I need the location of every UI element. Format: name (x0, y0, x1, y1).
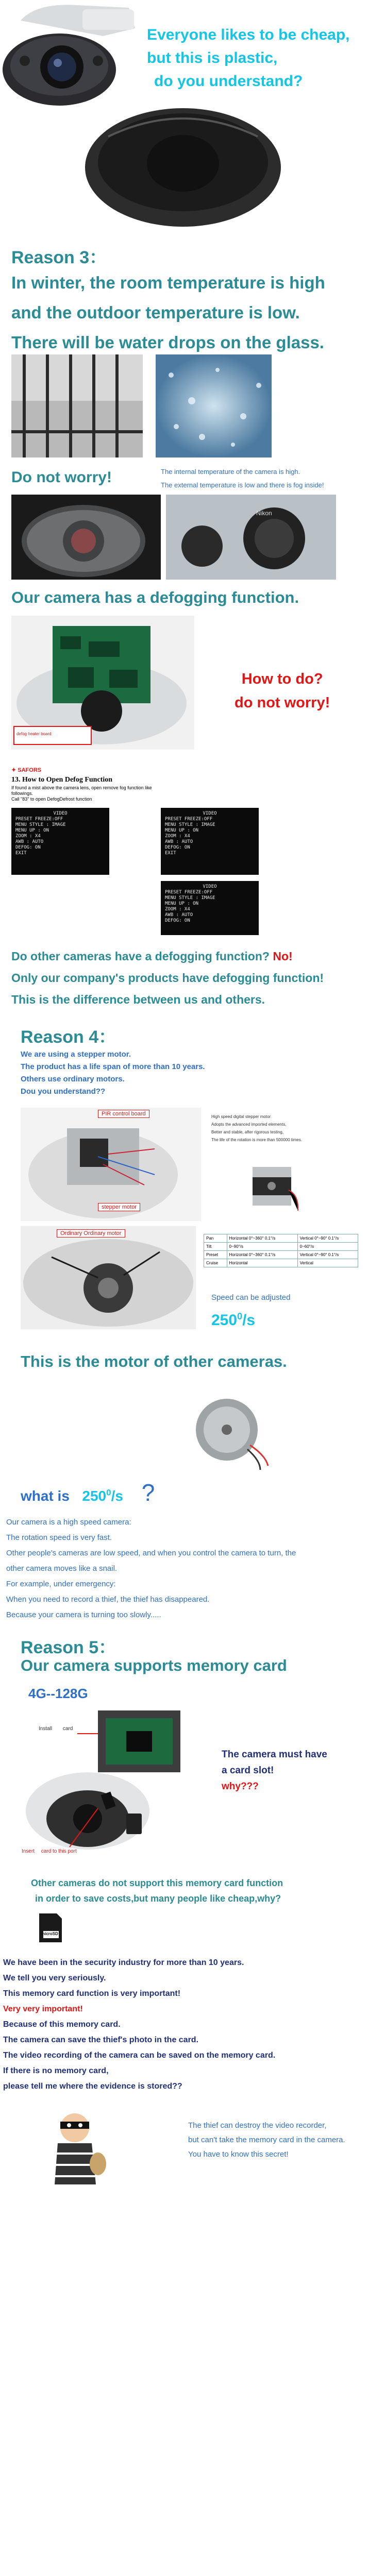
osd1-row-6: AWB : AUTO (15, 839, 44, 844)
no-worry-text: Do not worry! (11, 469, 112, 486)
list-item-6: The camera can save the thief's photo in the card. (3, 2036, 199, 2044)
install-card-label (39, 1726, 73, 1732)
install-text: Install (39, 1726, 53, 1732)
speed-table (204, 1234, 358, 1267)
osd3-row-3: MENU STYLE : IMAGE (165, 895, 215, 901)
manual-brand-name: SAFORS (18, 767, 42, 773)
reason3-line-1: In winter, the room temperature is high (11, 273, 325, 292)
table-cell: Tilt (204, 1243, 227, 1251)
body-line-3: Other people's cameras are low speed, and when you control the camera to turn, the (6, 1549, 296, 1557)
window-bars-photo (11, 354, 143, 457)
osd1-row-1: VIDEO (53, 811, 68, 816)
reason3-line-3: There will be water drops on the glass. (11, 333, 324, 352)
svg-text:Nikon: Nikon (256, 510, 272, 517)
osd-screen-2 (161, 808, 259, 875)
body-line-6: When you need to record a thief, the thief has disappeared. (6, 1595, 210, 1604)
osd1-row-8: EXIT (15, 851, 27, 856)
sd-card-label: microSD (41, 1931, 58, 1936)
stepper-label: stepper motor (98, 1203, 140, 1211)
osd3-row-1: VIDEO (203, 884, 217, 889)
what-is-text: what is (21, 1488, 70, 1504)
list-item-9: please tell me where the evidence is stored?? (3, 2082, 182, 2091)
other-no-card-1: Other cameras do not support this memory card function (31, 1878, 283, 1888)
must-line-1: The camera must have (222, 1749, 327, 1760)
manual-sub-1: If found a mist above the camera lens, open remove fog function like (11, 785, 152, 790)
osd1-row-7: DEFOG: ON (15, 845, 41, 850)
reason4-line-1: We are using a stepper motor. (21, 1050, 131, 1059)
intro-line-3: do you understand? (154, 73, 303, 90)
table-cell: Horizontal (227, 1259, 297, 1267)
reason5-heading: Our camera supports memory card (21, 1656, 287, 1674)
stepper-internal-photo (21, 1108, 201, 1221)
reason4-body (6, 1515, 362, 1623)
foggy-camera-photo-2 (166, 495, 336, 580)
table-cell: Horizontal 0°~360° 0.1°/s (227, 1234, 297, 1243)
reason5-list (3, 1955, 364, 2094)
install-card-text: card (62, 1726, 73, 1732)
body-line-1: Our camera is a high speed camera: (6, 1518, 131, 1527)
osd2-row-3: MENU STYLE : IMAGE (165, 822, 215, 827)
defog-heading: Our camera has a defogging function. (11, 588, 299, 606)
speed-degree: 0 (237, 1311, 243, 1321)
table-cell: Cruise (204, 1259, 227, 1267)
how-line-2: do not worry! (235, 694, 330, 711)
speed-number: 250 (211, 1312, 238, 1329)
other-defog-question (11, 950, 293, 963)
thief-line-2: but can't take the memory card in the camera. (188, 2136, 345, 2144)
manual-brand (11, 767, 41, 773)
circuit-board-photo (11, 616, 194, 750)
osd2-row-5: ZOOM : X4 (165, 834, 190, 839)
stepper-spec-lines (211, 1113, 302, 1144)
capacity-text: 4G--128G (28, 1686, 88, 1701)
osd3-row-2: PRESET FREEZE:OFF (165, 890, 213, 895)
spec-line-2: Adopts the advanced imported elements, (211, 1122, 287, 1127)
table-row (204, 1251, 358, 1259)
thief-note (188, 2119, 345, 2162)
ordinary-motor-photo (183, 1388, 273, 1471)
table-row (204, 1259, 358, 1267)
only-ours-text: Only our company's products have defogging function! (11, 971, 324, 985)
what-is-speed (82, 1488, 127, 1504)
pcb-label: PIR control board (98, 1110, 149, 1118)
table-row (204, 1234, 358, 1243)
dome-cover-photo (77, 106, 289, 234)
must-line-2: a card slot! (222, 1765, 274, 1776)
body-line-7: Because your camera is turning too slowly..... (6, 1611, 161, 1619)
osd2-row-2: PRESET FREEZE:OFF (165, 817, 213, 822)
osd1-row-3: MENU STYLE : IMAGE (15, 822, 66, 827)
how-to-do (235, 667, 330, 715)
sd-card-icon (36, 1911, 64, 1945)
table-cell: Vertical 0°~90° 0.1°/s (297, 1251, 358, 1259)
ptz-camera-photo (0, 0, 139, 106)
what-is-line (21, 1479, 155, 1506)
osd2-row-6: AWB : AUTO (165, 839, 193, 844)
brand-logo-icon: ✦ (11, 767, 16, 773)
card-slot-photo (21, 1710, 191, 1860)
reason3-title: Reason 3： (11, 248, 107, 267)
list-item-2: We tell you very seriously. (3, 1974, 106, 1982)
must-why: why??? (222, 1781, 259, 1792)
reason3-line-2: and the outdoor temperature is low. (11, 303, 300, 322)
foggy-glass-photo (156, 354, 272, 457)
osd2-row-8: EXIT (165, 851, 176, 856)
osd3-row-7: DEFOG: ON (165, 918, 190, 923)
manual-title: 13. How to Open Defog Function (11, 776, 112, 784)
insert-text: Insert (22, 1849, 35, 1854)
osd2-row-7: DEFOG: ON (165, 845, 190, 850)
other-motor-heading: This is the motor of other cameras. (21, 1352, 287, 1370)
foggy-camera-photo-1 (11, 495, 161, 580)
table-row (204, 1243, 358, 1251)
osd-screen-3 (161, 881, 259, 935)
spec-line-1: High speed digital stepper motor (211, 1114, 271, 1119)
intro-line-2: but this is plastic, (147, 49, 278, 66)
manual-page (11, 767, 367, 937)
reason4-title: Reason 4： (21, 1027, 116, 1047)
how-line-1: How to do? (241, 671, 323, 687)
osd3-row-6: AWB : AUTO (165, 912, 193, 918)
osd1-row-2: PRESET FREEZE:OFF (15, 817, 63, 822)
what-is-unit: /s (111, 1488, 123, 1504)
spec-line-4: The life of the rotation is more than 500000 times. (211, 1138, 303, 1142)
thief-line-3: You have to know this secret! (188, 2150, 289, 2159)
other-defog-no: No! (273, 950, 293, 963)
osd1-row-4: MENU UP : ON (15, 828, 49, 833)
reason4-lines (21, 1048, 205, 1098)
note-internal: The internal temperature of the camera is high. (161, 468, 300, 476)
speed-unit: /s (242, 1312, 256, 1329)
list-item-3: This memory card function is very important! (3, 1989, 181, 1998)
insert-card-label (22, 1849, 77, 1854)
reason3-lines (11, 268, 367, 358)
intro-text (147, 23, 363, 93)
what-is-qmark: ? (141, 1479, 155, 1506)
body-line-2: The rotation speed is very fast. (6, 1533, 112, 1542)
table-cell: Vertical 0°~90° 0.1°/s (297, 1234, 358, 1243)
reason5-title: Reason 5： (21, 1638, 116, 1657)
list-item-8: If there is no memory card, (3, 2066, 109, 2075)
osd2-row-4: MENU UP : ON (165, 828, 199, 833)
speed-value (211, 1311, 255, 1329)
table-cell: Preset (204, 1251, 227, 1259)
reason4-line-2: The product has a life span of more than 10 years. (21, 1062, 205, 1071)
intro-line-1: Everyone likes to be cheap, (147, 26, 350, 43)
note-external: The external temperature is low and there is fog inside! (161, 481, 324, 489)
body-line-4: other camera moves like a snail. (6, 1564, 118, 1573)
svg-text:defog heater board: defog heater board (16, 732, 52, 736)
ordinary-label: Ordinary Ordinary motor (57, 1229, 125, 1238)
what-is-number: 250 (82, 1488, 107, 1504)
list-item-1: We have been in the security industry for more than 10 years. (3, 1958, 244, 1967)
osd-screen-1 (11, 808, 109, 875)
speed-adjust-text: Speed can be adjusted (211, 1293, 291, 1302)
reason4-line-4: Dou you understand?? (21, 1087, 106, 1096)
insert-card-to-text: card to this port (41, 1849, 77, 1854)
manual-sub-3: Call "83" to open DefogDefrost function (11, 796, 92, 802)
list-item-7: The video recording of the camera can be saved on the memory card. (3, 2051, 276, 2060)
thief-illustration (46, 2107, 108, 2190)
table-cell: 0~90°/s (227, 1243, 297, 1251)
osd3-row-5: ZOOM : X4 (165, 907, 190, 912)
table-cell: Horizontal 0°~360° 0.1°/s (227, 1251, 297, 1259)
other-no-card-2: in order to save costs,but many people like cheap,why? (35, 1893, 281, 1904)
list-item-4: Very very important! (3, 2005, 83, 2013)
ordinary-motor-internal-photo (21, 1226, 196, 1329)
other-no-card (31, 1875, 283, 1906)
table-cell: Vertical (297, 1259, 358, 1267)
body-line-5: For example, under emergency: (6, 1580, 116, 1588)
reason4-line-3: Others use ordinary motors. (21, 1075, 125, 1083)
table-cell: Pan (204, 1234, 227, 1243)
osd3-row-4: MENU UP : ON (165, 901, 199, 906)
what-is-degree: 0 (106, 1487, 111, 1498)
stepper-motor-photo (242, 1154, 304, 1216)
other-defog-q-text: Do other cameras have a defogging function? (11, 950, 270, 963)
must-have-slot (222, 1747, 327, 1794)
osd2-row-1: VIDEO (203, 811, 217, 816)
osd1-row-5: ZOOM : X4 (15, 834, 41, 839)
thief-line-1: The thief can destroy the video recorder, (188, 2121, 327, 2130)
difference-text: This is the difference between us and others. (11, 993, 265, 1006)
manual-sub-2: followings. (11, 791, 34, 796)
list-item-5: Because of this memory card. (3, 2020, 121, 2029)
spec-line-3: Better and stable, after rigorous testing, (211, 1130, 284, 1134)
table-cell: 0~60°/s (297, 1243, 358, 1251)
